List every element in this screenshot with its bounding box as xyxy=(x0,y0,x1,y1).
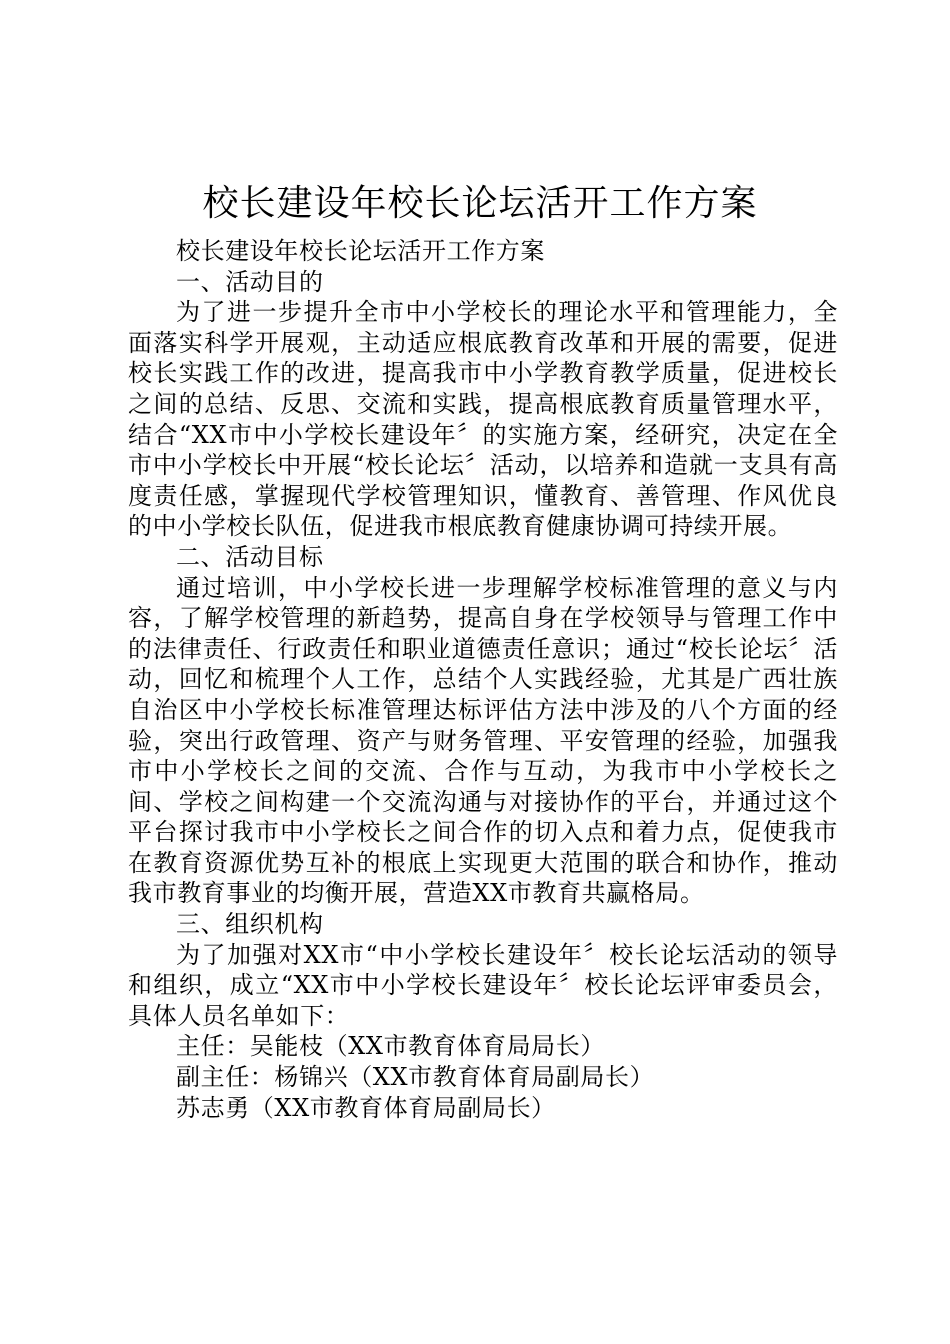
document-body xyxy=(128,236,838,1123)
committee-director: 主任：吴能枝（XX市教育体育局局长） xyxy=(176,1032,605,1061)
committee-deputy-director-2: 苏志勇（XX市教育体育局副局长） xyxy=(176,1093,556,1122)
paragraph-goals: 通过培训，中小学校长进一步理解学校标准管理的意义与内容，了解学校管理的新趋势，提高自身在学校领导与管理工作中的法律责任、行政责任和职业道德责任意识；通过“校长论坛〞活动，回忆和梳理个人工作，总结个人实践经验，尤其是广西壮族自治区中小学校长标准管理达标评估方法中涉及的八个方面的经验，突出行政管理、资产与财务管理、平安管理的经验，加强我市中小学校长之间的交流、合作与互动，为我市中小学校长之间、学校之间构建一个交流沟通与对接协作的平台，并通过这个平台探讨我市中小学校长之间合作的切入点和着力点，促使我市在教育资源优势互补的根底上实现更大范围的联合和协作，推动我市教育事业的均衡开展，营造XX市教育共赢格局。 xyxy=(128,573,838,908)
paragraph-purpose: 为了进一步提升全市中小学校长的理论水平和管理能力，全面落实科学开展观，主动适应根底教育改革和开展的需要，促进校长实践工作的改进，提高我市中小学教育教学质量，促进校长之间的总结、反思、交流和实践，提高根底教育质量管理水平，结合“XX市中小学校长建设年〞的实施方案，经研究，决定在全市中小学校长中开展“校长论坛〞活动，以培养和造就一支具有高度责任感，掌握现代学校管理知识，懂教育、善管理、作风优良的中小学校长队伍，促进我市根底教育健康协调可持续开展。 xyxy=(128,298,838,541)
section-heading-purpose: 一、活动目的 xyxy=(176,267,324,296)
committee-deputy-director-1: 副主任：杨锦兴（XX市教育体育局副局长） xyxy=(176,1063,655,1092)
section-heading-organization: 三、组织机构 xyxy=(176,910,324,939)
section-heading-goals: 二、活动目标 xyxy=(176,542,324,571)
subtitle-paragraph: 校长建设年校长论坛活开工作方案 xyxy=(176,237,545,265)
paragraph-organization: 为了加强对XX市“中小学校长建设年〞校长论坛活动的领导和组织，成立“XX市中小学校长建设年〞校长论坛评审委员会，具体人员名单如下： xyxy=(128,940,838,1030)
document-title: 校长建设年校长论坛活开工作方案 xyxy=(202,183,758,224)
